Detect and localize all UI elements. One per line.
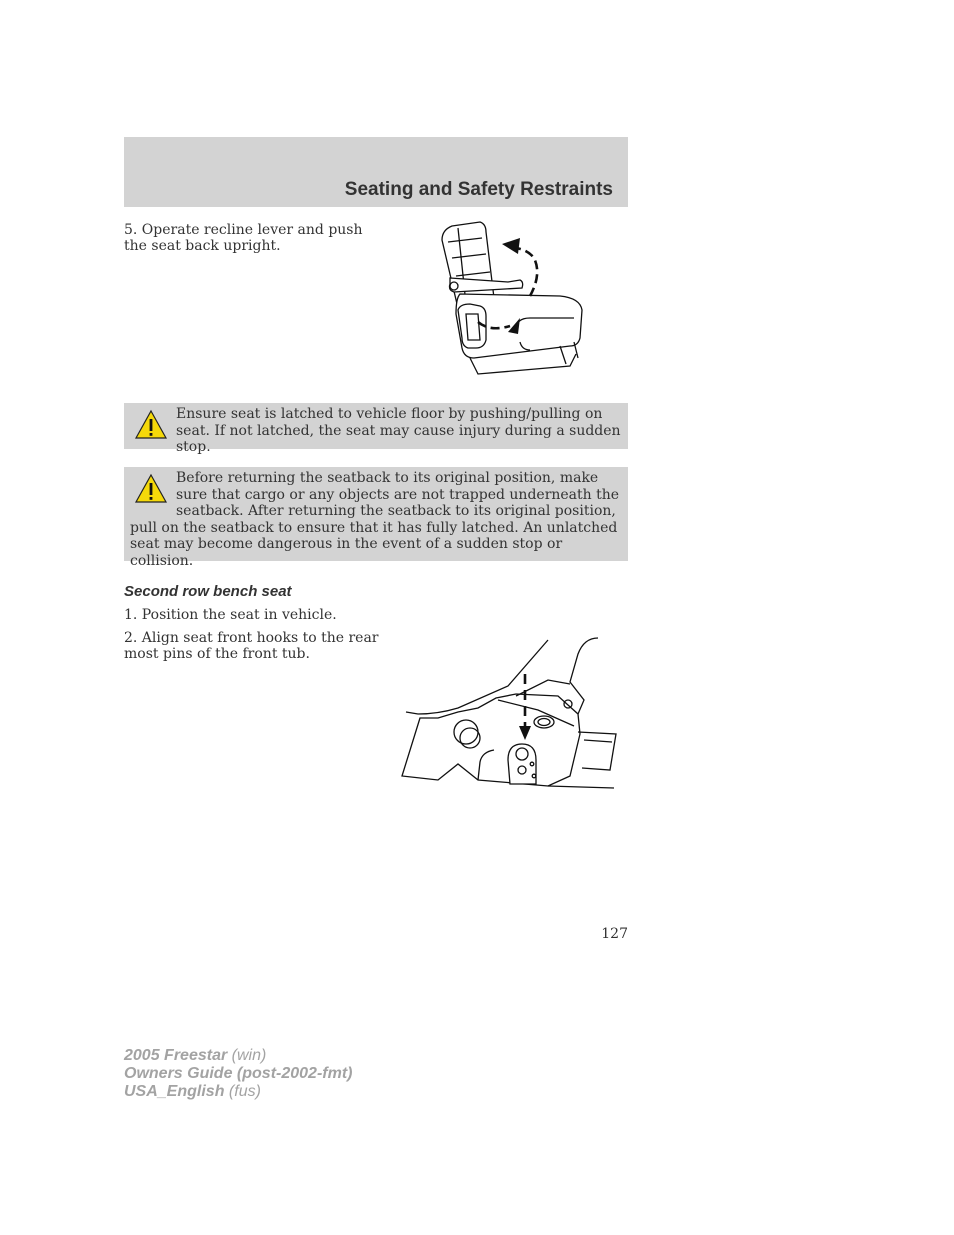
page-title: Seating and Safety Restraints bbox=[344, 179, 613, 200]
warning-triangle-icon bbox=[134, 408, 168, 442]
footer-guide: Owners Guide (post-2002-fmt) bbox=[124, 1065, 353, 1082]
warning-box-seatback bbox=[124, 467, 628, 569]
warning-triangle-icon bbox=[134, 472, 168, 506]
footer-model-code: (win) bbox=[227, 1047, 267, 1064]
section-header bbox=[124, 137, 628, 207]
footer-language: USA_English bbox=[124, 1083, 225, 1100]
footer-model: 2005 Freestar bbox=[124, 1047, 228, 1064]
step-5-text: 5. Operate recline lever and push the seat back upright. bbox=[124, 222, 363, 254]
warning-box-latch bbox=[124, 403, 628, 455]
page-number: 127 bbox=[601, 926, 628, 942]
seat-recline-illustration bbox=[430, 218, 600, 378]
section-heading-bench-seat: Second row bench seat bbox=[124, 583, 292, 600]
seat-hook-illustration bbox=[398, 634, 622, 792]
warning-text-seatback: Before returning the seatback to its original position, make sure that cargo or any objects are not trapped underneath the seatback. After returning the seatback to its original position, pull on the seatback to ensure that it has fully latched. An unlatched seat may become dangerous in the event of a sudden stop or collision. bbox=[130, 470, 620, 569]
document-footer bbox=[124, 1047, 352, 1101]
warning-text-latch: Ensure seat is latched to vehicle floor by pushing/pulling on seat. If not latched, the seat may cause injury during a sudden stop. bbox=[176, 406, 621, 455]
step-2-text: 2. Align seat front hooks to the rear most pins of the front tub. bbox=[124, 630, 379, 662]
step-1-text: 1. Position the seat in vehicle. bbox=[124, 607, 337, 623]
footer-language-code: (fus) bbox=[224, 1083, 261, 1100]
